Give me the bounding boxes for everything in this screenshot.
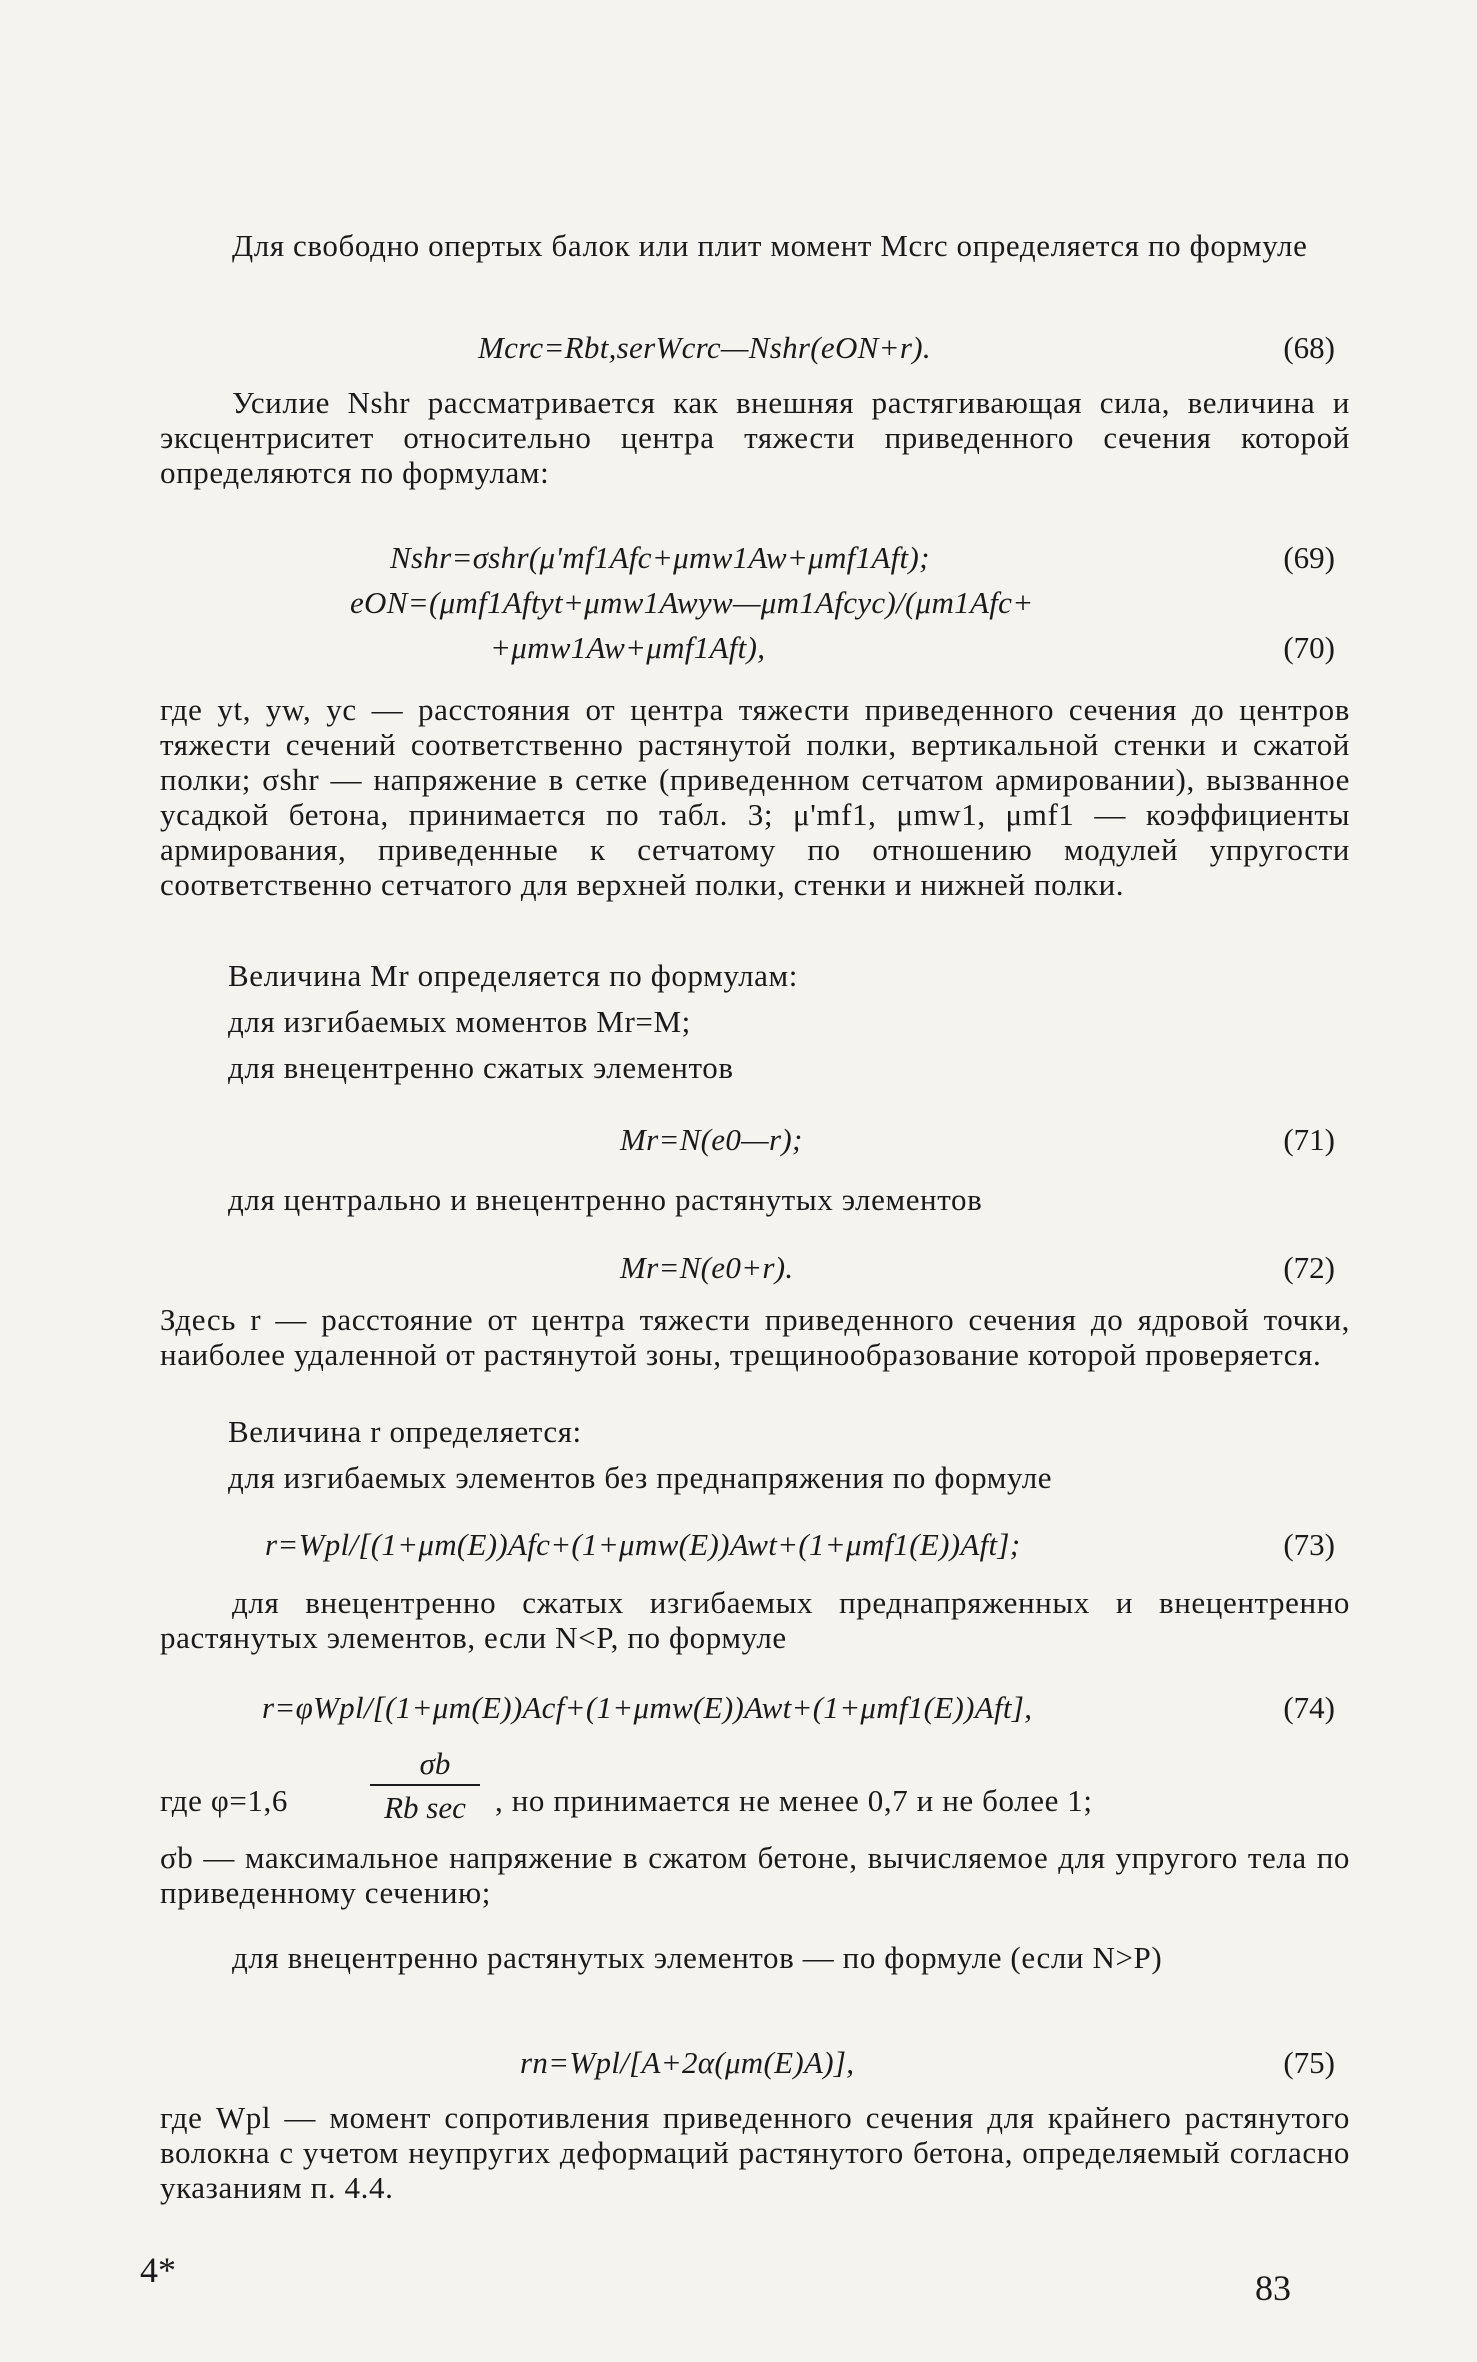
paragraph-mcrc-intro: Для свободно опертых балок или плит момент Mcrc определяется по формуле xyxy=(232,228,1308,263)
fraction-line xyxy=(370,1784,480,1786)
fraction-numerator: σb xyxy=(419,1746,451,1781)
formula-75: rn=Wpl/[A+2α(μm(E)A)], xyxy=(520,2045,855,2080)
equation-number-70: (70) xyxy=(1283,630,1335,665)
paragraph-mr-intro: Величина Mr определяется по формулам: xyxy=(228,958,798,993)
paragraph-wpl: где Wpl — момент сопротивления приведенного сечения для крайнего растянутого волокна с учетом неупругих деформаций растянутого бетона, определяемый согласно указаниям п. 4.4. xyxy=(160,2100,1350,2205)
formula-71: Mr=N(e0—r); xyxy=(620,1122,803,1157)
paragraph-r-intro: Величина r определяется: xyxy=(228,1414,582,1449)
formula-74: r=φWpl/[(1+μm(E))Acf+(1+μmw(E))Awt+(1+μmf1(E))Aft], xyxy=(262,1690,1033,1725)
page-number: 83 xyxy=(1255,2268,1291,2308)
formula-73: r=Wpl/[(1+μm(E))Afc+(1+μmw(E))Awt+(1+μmf1(E))Aft]; xyxy=(265,1527,1021,1562)
paragraph-prestressed: для внецентренно сжатых изгибаемых преднапряженных и внецентренно растянутых элементов, если N<P, по формуле xyxy=(160,1585,1350,1655)
paragraph-definitions: где yt, yw, yc — расстояния от центра тяжести приведенного сечения до центров тяжести сечений соответственно растянутой полки, вертикальной стенки и сжатой полки; σshr — напряжение в сетке (приведенном сетчатом армировании), вызванное усадкой бетона, принимается по табл. 3; μ'mf1, μmw1, μmf1 — коэффициенты армирования, приведенные к сетчатому по отношению модулей упругости соответственно сетчатого для верхней полки, стенки и нижней полки. xyxy=(160,692,1350,902)
signature-mark: 4* xyxy=(140,2250,176,2290)
equation-number-68: (68) xyxy=(1283,330,1335,365)
formula-72: Mr=N(e0+r). xyxy=(620,1250,794,1285)
equation-number-72: (72) xyxy=(1283,1250,1335,1285)
paragraph-sigma-b: σb — максимальное напряжение в сжатом бетоне, вычисляемое для упругого тела по приведенному сечению; xyxy=(160,1840,1350,1910)
phi-limits: , но принимается не менее 0,7 и не более 1; xyxy=(495,1783,1093,1818)
paragraph-compressed-elements: для внецентренно сжатых элементов xyxy=(228,1050,734,1085)
paragraph-bending-moments: для изгибаемых моментов Mr=M; xyxy=(228,1004,691,1039)
paragraph-tensile-elements: для центрально и внецентренно растянутых элементов xyxy=(228,1182,983,1217)
formula-69: Nshr=σshr(μ'mf1Afc+μmw1Aw+μmf1Aft); xyxy=(390,540,930,575)
paragraph-tensile-np: для внецентренно растянутых элементов — по формуле (если N>P) xyxy=(232,1940,1163,1975)
formula-70-line1: eON=(μmf1Aftyt+μmw1Awyw—μm1Afcyc)/(μm1Afc+ xyxy=(350,585,1034,620)
fraction-denominator: Rb sec xyxy=(384,1790,466,1825)
paragraph-r-definition: Здесь r — расстояние от центра тяжести приведенного сечения до ядровой точки, наиболее удаленной от растянутой зоны, трещинообразование которой проверяется. xyxy=(160,1302,1350,1372)
formula-70-line2: +μmw1Aw+μmf1Aft), xyxy=(490,630,766,665)
equation-number-73: (73) xyxy=(1283,1527,1335,1562)
equation-number-71: (71) xyxy=(1283,1122,1335,1157)
paragraph-nshr: Усилие Nshr рассматривается как внешняя растягивающая сила, величина и эксцентриситет относительно центра тяжести приведенного сечения которой определяются по формулам: xyxy=(160,385,1350,490)
equation-number-69: (69) xyxy=(1283,540,1335,575)
phi-definition: где φ=1,6 xyxy=(160,1783,288,1818)
equation-number-75: (75) xyxy=(1283,2045,1335,2080)
paragraph-no-prestress: для изгибаемых элементов без преднапряжения по формуле xyxy=(228,1460,1053,1495)
formula-68: Mcrc=Rbt,serWcrc—Nshr(eON+r). xyxy=(478,330,931,365)
equation-number-74: (74) xyxy=(1283,1690,1335,1725)
